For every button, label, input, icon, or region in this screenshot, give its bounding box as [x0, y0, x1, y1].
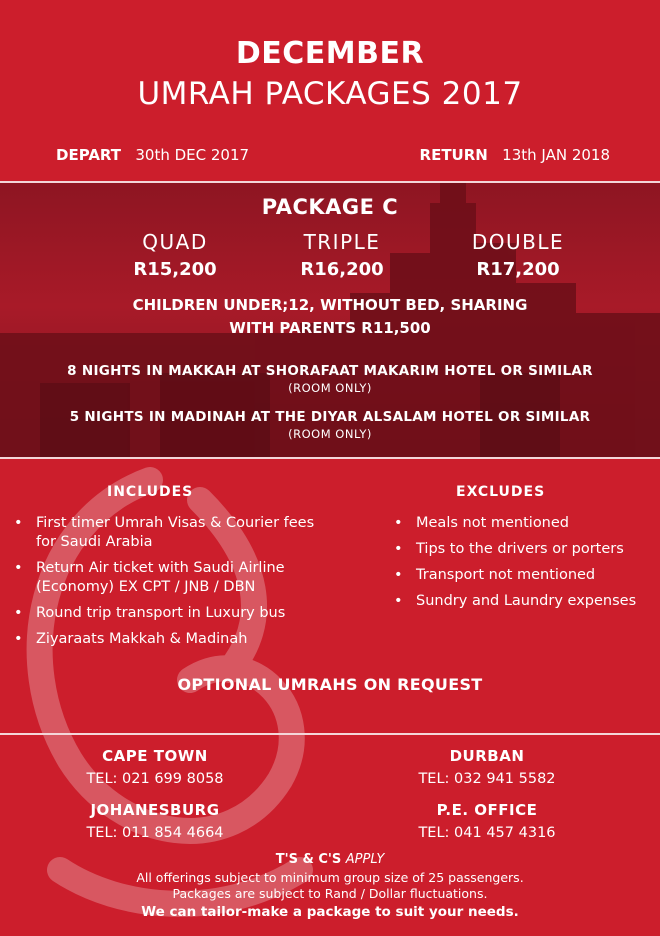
- room-price-quad: R15,200: [133, 259, 217, 280]
- room-type-quad: QUAD: [142, 230, 208, 254]
- divider: [0, 733, 660, 735]
- stay-madinah: 5 NIGHTS IN MADINAH AT THE DIYAR ALSALAM HOTEL OR SIMILAR: [69, 409, 591, 425]
- office-johannesburg: JOHANESBURG: [90, 801, 220, 819]
- stay-madinah-note: (ROOM ONLY): [288, 427, 372, 441]
- room-price-triple: R16,200: [300, 259, 384, 280]
- list-item: • Tips to the drivers or porters: [388, 540, 660, 559]
- children-line-2: WITH PARENTS R11,500: [229, 319, 431, 337]
- depart-date: 30th DEC 2017: [135, 146, 250, 164]
- terms-label: T'S & C'S: [275, 852, 342, 867]
- header-month: DECEMBER: [235, 36, 425, 71]
- return-label: RETURN: [419, 146, 488, 164]
- office-pe: P.E. OFFICE: [436, 801, 538, 819]
- includes-heading: INCLUDES: [107, 484, 194, 500]
- room-price-double: R17,200: [476, 259, 560, 280]
- optional-umrahs: OPTIONAL UMRAHS ON REQUEST: [177, 675, 483, 694]
- return-date: 13th JAN 2018: [502, 146, 610, 164]
- office-cape-town-tel: TEL: 021 699 8058: [86, 771, 224, 787]
- office-durban: DURBAN: [449, 747, 525, 765]
- office-cape-town: CAPE TOWN: [102, 747, 208, 765]
- room-type-triple: TRIPLE: [303, 230, 381, 254]
- terms-line-2: Packages are subject to Rand / Dollar fluctuations.: [172, 886, 488, 901]
- list-item: • Return Air ticket with Saudi Airline (Economy) EX CPT / JNB / DBN: [8, 559, 328, 597]
- children-line-1: CHILDREN UNDER;12, WITHOUT BED, SHARING: [132, 296, 528, 314]
- excludes-heading: EXCLUDES: [456, 484, 546, 500]
- depart-label: DEPART: [56, 146, 122, 164]
- room-type-double: DOUBLE: [471, 230, 565, 254]
- office-durban-tel: TEL: 032 941 5582: [418, 771, 556, 787]
- terms-apply: APPLY: [345, 852, 385, 867]
- excludes-list: [388, 514, 660, 618]
- list-item: • Round trip transport in Luxury bus: [8, 604, 328, 623]
- stay-makkah-note: (ROOM ONLY): [288, 381, 372, 395]
- list-item: • Sundry and Laundry expenses: [388, 592, 660, 611]
- office-pe-tel: TEL: 041 457 4316: [418, 825, 556, 841]
- stay-makkah: 8 NIGHTS IN MAKKAH AT SHORAFAAT MAKARIM HOTEL OR SIMILAR: [67, 363, 593, 379]
- office-johannesburg-tel: TEL: 011 854 4664: [86, 825, 224, 841]
- list-item: • Meals not mentioned: [388, 514, 660, 533]
- list-item: • Ziyaraats Makkah & Madinah: [8, 630, 328, 649]
- includes-list: [8, 514, 328, 656]
- header-title: UMRAH PACKAGES 2017: [137, 76, 523, 112]
- terms-heading: [0, 852, 660, 867]
- tailor-made-note: We can tailor-make a package to suit your needs.: [141, 904, 519, 920]
- list-item: • First timer Umrah Visas & Courier fees for Saudi Arabia: [8, 514, 328, 552]
- list-item: • Transport not mentioned: [388, 566, 660, 585]
- package-name: PACKAGE C: [261, 195, 399, 219]
- return-info: [420, 146, 610, 164]
- depart-info: [56, 146, 249, 164]
- terms-line-1: All offerings subject to minimum group size of 25 passengers.: [136, 870, 524, 885]
